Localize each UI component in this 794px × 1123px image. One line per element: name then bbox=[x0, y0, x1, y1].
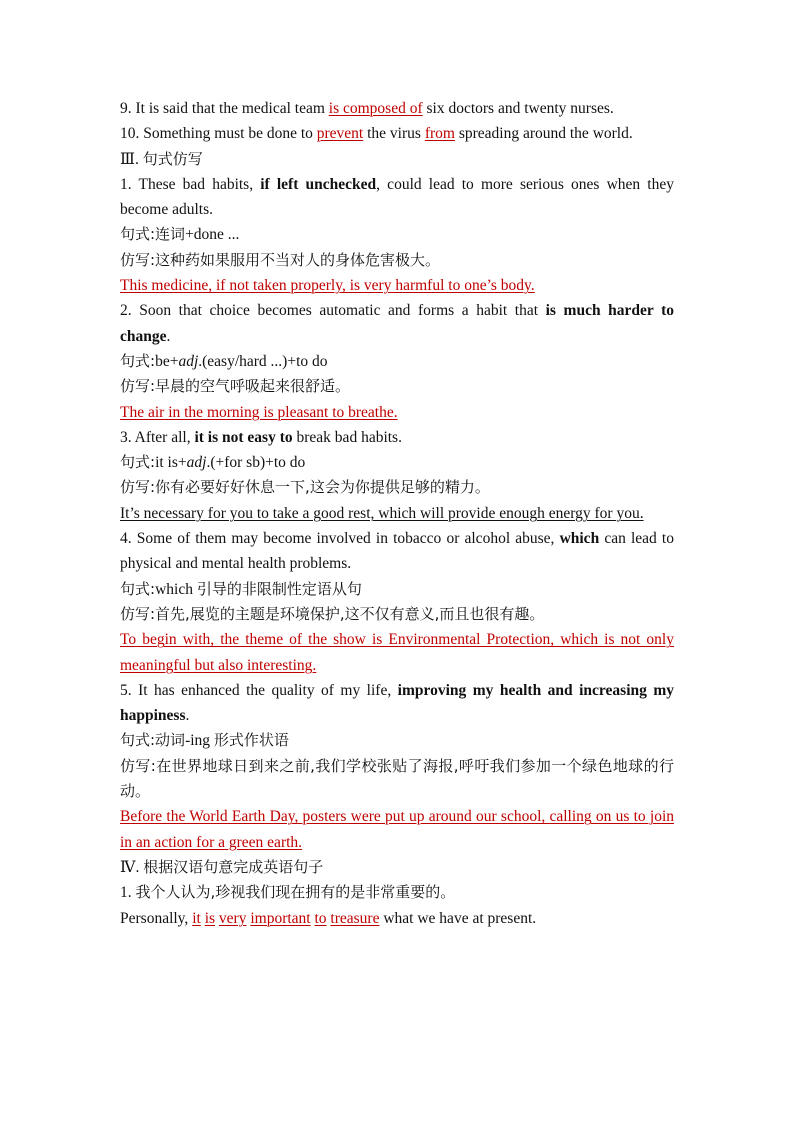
text-segment: +done ... bbox=[185, 226, 240, 244]
answer-text: is composed of bbox=[328, 100, 423, 117]
text-segment: 根据汉语句意完成英语句子 bbox=[143, 857, 324, 876]
text-segment: the virus bbox=[363, 125, 425, 143]
text-segment: 句式:动词 bbox=[120, 731, 186, 750]
text-segment: 仿写:你有必要好好休息一下,这会为你提供足够的精力。 bbox=[120, 478, 490, 497]
text-segment: 句式: bbox=[120, 351, 156, 370]
answer-text: to bbox=[314, 909, 327, 927]
text-segment: The air in the morning is pleasant to breathe. bbox=[120, 403, 398, 421]
text-segment: Personally, bbox=[120, 909, 193, 927]
text-segment: 仿写:首先,展览的主题是环境保护,这不仅有意义,而且也很有趣。 bbox=[120, 604, 545, 623]
text-segment: -ing bbox=[185, 732, 214, 750]
text-segment: .(+for sb)+to do bbox=[206, 454, 306, 472]
paragraph-s5-answer bbox=[120, 804, 674, 855]
text-segment: 句式: bbox=[120, 579, 156, 598]
text-segment: 我个人认为,珍视我们现在拥有的是非常重要的。 bbox=[135, 883, 456, 902]
paragraph-s3-answer bbox=[120, 501, 674, 526]
text-segment: .(easy/hard ...)+to do bbox=[198, 352, 328, 370]
answer-text: prevent bbox=[316, 125, 364, 143]
text-segment: what we have at present. bbox=[379, 909, 537, 927]
text-segment: adj bbox=[178, 352, 199, 370]
paragraph-s5 bbox=[120, 678, 674, 729]
text-segment: break bad habits. bbox=[292, 428, 402, 446]
text-segment: To begin with, the theme of the show is Environmental Protection, which is not only meaningful but also interesting. bbox=[120, 631, 674, 674]
paragraph-s5-task bbox=[120, 754, 674, 805]
paragraph-t1-answer bbox=[120, 906, 674, 931]
paragraph-p10 bbox=[120, 121, 674, 146]
text-segment: is much harder to change bbox=[120, 302, 674, 345]
paragraph-s5-pattern bbox=[120, 728, 674, 753]
answer-text: is bbox=[204, 909, 216, 927]
text-segment: can lead to physical and mental health problems. bbox=[120, 530, 674, 573]
paragraph-s1-pattern bbox=[120, 222, 674, 247]
text-segment: 4. Some of them may become involved in tobacco or alcohol abuse, bbox=[120, 530, 560, 548]
text-segment: be+ bbox=[155, 352, 179, 370]
paragraph-s2-answer bbox=[120, 400, 674, 425]
text-segment: which bbox=[155, 580, 197, 598]
paragraph-s4-pattern bbox=[120, 577, 674, 602]
text-segment: it is not easy to bbox=[194, 428, 293, 446]
text-segment: , could lead to more serious ones when they become adults. bbox=[120, 175, 674, 219]
text-segment: improving my health and increasing my happiness bbox=[120, 681, 674, 725]
text-segment: It’s necessary for you to take a good rest, which will provide enough energy for you. bbox=[120, 504, 644, 522]
paragraph-sec3 bbox=[120, 147, 674, 172]
text-segment: . bbox=[185, 707, 190, 725]
text-segment: 句式: bbox=[120, 453, 156, 472]
text-segment: adj bbox=[186, 454, 207, 472]
text-segment: 仿写:早晨的空气呼吸起来很舒适。 bbox=[120, 377, 351, 396]
paragraph-s2-task bbox=[120, 374, 674, 399]
text-segment: six doctors and twenty nurses. bbox=[422, 100, 614, 117]
text-segment: 5. It has enhanced the quality of my life, bbox=[120, 681, 398, 699]
text-segment: 引导的非限制性定语从句 bbox=[196, 579, 362, 598]
text-segment: Ⅳ. bbox=[120, 858, 144, 876]
text-segment: Before the World Earth Day, posters were put up around our school, calling on us to join in an action for a green earth. bbox=[120, 808, 674, 851]
paragraph-s3-pattern bbox=[120, 450, 674, 475]
paragraph-sec4 bbox=[120, 855, 674, 880]
text-segment: 1. bbox=[120, 884, 136, 902]
text-segment: 句式:连词 bbox=[120, 225, 186, 244]
text-segment: 9. It is said that the medical team bbox=[120, 100, 329, 117]
paragraph-s3 bbox=[120, 425, 674, 450]
text-segment: Ⅲ. bbox=[120, 150, 143, 168]
paragraph-s1-answer bbox=[120, 273, 674, 298]
answer-text: very bbox=[218, 909, 247, 927]
answer-text: important bbox=[250, 909, 311, 927]
paragraph-s4-answer bbox=[120, 627, 674, 678]
text-segment: 1. These bad habits, bbox=[120, 175, 261, 193]
paragraph-s4-task bbox=[120, 602, 674, 627]
paragraph-s1-task bbox=[120, 248, 674, 273]
paragraph-s1 bbox=[120, 172, 674, 223]
document-body bbox=[120, 96, 674, 931]
paragraph-t1 bbox=[120, 880, 674, 905]
text-segment: it is+ bbox=[155, 454, 187, 472]
paragraph-p9 bbox=[120, 96, 674, 121]
text-segment: which bbox=[559, 530, 600, 548]
paragraph-s4 bbox=[120, 526, 674, 577]
text-segment: 2. Soon that choice becomes automatic and forms a habit that bbox=[120, 302, 546, 320]
answer-text: from bbox=[424, 125, 455, 143]
text-segment: spreading around the world. bbox=[454, 125, 633, 143]
text-segment: . bbox=[166, 327, 171, 345]
paragraph-s2-pattern bbox=[120, 349, 674, 374]
text-segment: This medicine, if not taken properly, is very harmful to one’s body. bbox=[120, 277, 535, 295]
answer-text: treasure bbox=[330, 909, 380, 927]
text-segment: 10. Something must be done to bbox=[120, 125, 317, 143]
paragraph-s2 bbox=[120, 298, 674, 349]
text-segment: 句式仿写 bbox=[142, 149, 203, 168]
text-segment: 仿写:这种药如果服用不当对人的身体危害极大。 bbox=[120, 250, 441, 269]
paragraph-s3-task bbox=[120, 475, 674, 500]
text-segment: 仿写:在世界地球日到来之前,我们学校张贴了海报,呼吁我们参加一个绿色地球的行动。 bbox=[120, 756, 674, 801]
text-segment: 3. After all, bbox=[120, 428, 195, 446]
answer-text: it bbox=[192, 909, 201, 927]
text-segment: 形式作状语 bbox=[213, 731, 289, 750]
text-segment: if left unchecked bbox=[260, 175, 377, 193]
